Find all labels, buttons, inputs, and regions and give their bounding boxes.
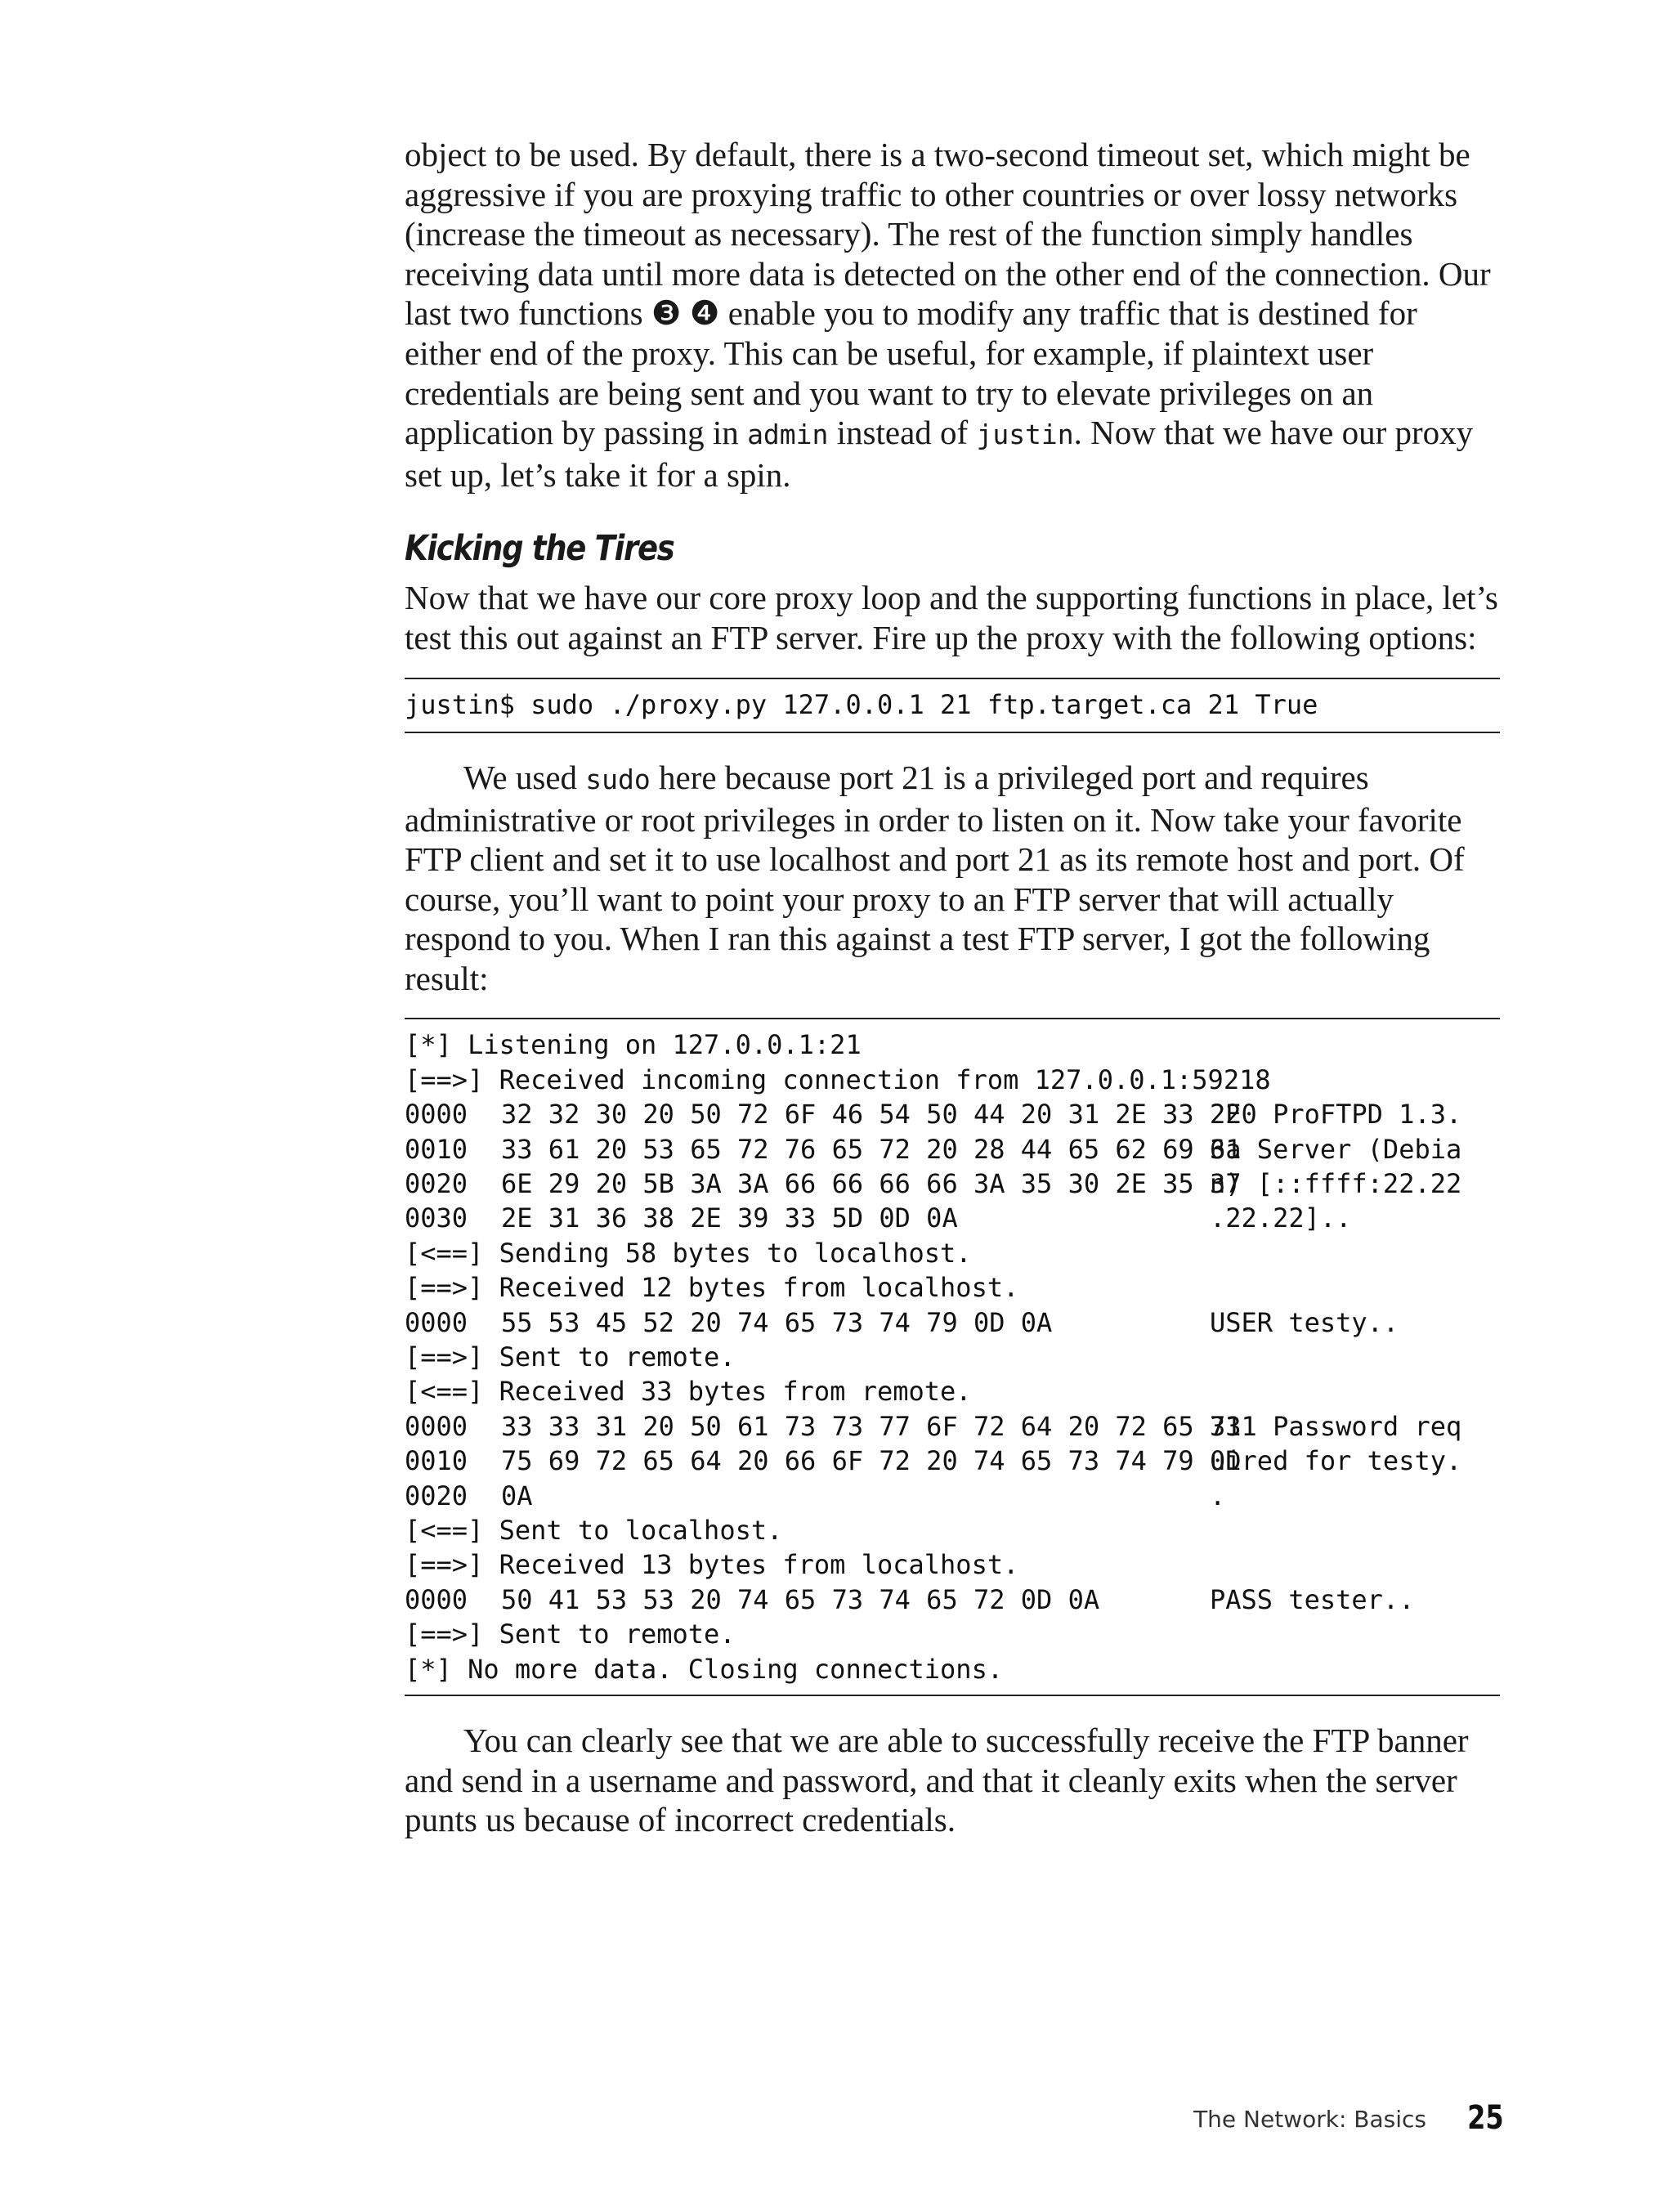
inline-code-justin: justin: [976, 419, 1074, 451]
hex-bytes: 50 41 53 53 20 74 65 73 74 65 72 0D 0A: [501, 1583, 1100, 1615]
output-line: [==>] Received 13 bytes from localhost.: [405, 1549, 1019, 1581]
command-line: justin$ sudo ./proxy.py 127.0.0.1 21 ftp.target.ca 21 True: [405, 688, 1318, 720]
hexdump-row: [405, 1583, 1500, 1617]
hex-ascii: .: [1210, 1480, 1226, 1511]
page-content: [405, 135, 1500, 1840]
hex-offset: 0010: [405, 1445, 468, 1477]
hex-bytes: 33 33 31 20 50 61 73 73 77 6F 72 64 20 72 65 71: [501, 1410, 1242, 1442]
hex-offset: 0000: [405, 1410, 468, 1442]
hex-offset: 0000: [405, 1099, 468, 1131]
paragraph-text: instead of: [828, 414, 977, 452]
hex-ascii: PASS tester..: [1210, 1583, 1415, 1615]
hexdump-row: [405, 1305, 1500, 1340]
paragraph-sudo-explanation: [405, 758, 1500, 999]
hex-ascii: 220 ProFTPD 1.3.: [1210, 1099, 1462, 1131]
callout-markers: ❸ ❹: [651, 294, 720, 333]
hexdump-row: [405, 1479, 1500, 1513]
hex-ascii: USER testy..: [1210, 1306, 1399, 1338]
hex-bytes: 32 32 30 20 50 72 6F 46 54 50 44 20 31 2E 33 2E: [501, 1099, 1242, 1131]
paragraph-text: . Now that we have our proxy set up, let’s take it for a spin.: [405, 414, 1474, 494]
hexdump-row: [405, 1166, 1500, 1201]
hex-ascii: .22.22]..: [1210, 1202, 1352, 1234]
hex-bytes: 33 61 20 53 65 72 76 65 72 20 28 44 65 62 69 61: [501, 1133, 1242, 1165]
output-line: [==>] Sent to remote.: [405, 1619, 736, 1650]
inline-code-sudo: sudo: [585, 763, 651, 795]
inline-code-admin: admin: [747, 419, 829, 451]
hex-offset: 0010: [405, 1133, 468, 1165]
hex-ascii: n) [::ffff:22.22: [1210, 1168, 1462, 1200]
hexdump-row: [405, 1201, 1500, 1235]
paragraph-text: enable you to modify any traffic that is destined for either end of the proxy. This can be useful, for example, if plaintext user credentials are being sent and you want to try to elevate privileges on an application by passing in: [405, 294, 1417, 452]
output-line: [<==] Received 33 bytes from remote.: [405, 1376, 972, 1408]
hex-offset: 0000: [405, 1306, 468, 1338]
output-line: [==>] Received 12 bytes from localhost.: [405, 1272, 1019, 1304]
running-footer-title: The Network: Basics: [1193, 2106, 1426, 2133]
page-footer: [1193, 2099, 1504, 2140]
paragraph-text: here because port 21 is a privileged port and requires administrative or root privileges in order to listen on it. Now take your favorite FTP client and set it to use localhost and port 21 as its remote host and port. Of course, you’ll want to point your proxy to an FTP server that will actually respond to you. When I ran this against a test FTP server, I got the following result:: [405, 758, 1465, 997]
output-line: [*] Listening on 127.0.0.1:21: [405, 1029, 862, 1061]
command-code-block: [405, 678, 1500, 733]
hex-offset: 0020: [405, 1168, 468, 1200]
output-line: [<==] Sent to localhost.: [405, 1514, 783, 1546]
hex-bytes: 2E 31 36 38 2E 39 33 5D 0D 0A: [501, 1202, 958, 1234]
paragraph-proxy-functions: [405, 135, 1500, 495]
hex-ascii: uired for testy.: [1210, 1445, 1462, 1477]
hexdump-row: [405, 1097, 1500, 1131]
hex-bytes: 0A: [501, 1480, 533, 1511]
output-line: [*] No more data. Closing connections.: [405, 1653, 1004, 1685]
hex-offset: 0030: [405, 1202, 468, 1234]
hex-bytes: 75 69 72 65 64 20 66 6F 72 20 74 65 73 74 79 0D: [501, 1445, 1242, 1477]
hex-ascii: 3a Server (Debia: [1210, 1133, 1462, 1165]
hex-offset: 0020: [405, 1480, 468, 1511]
hexdump-row: [405, 1444, 1500, 1478]
output-code-block: [405, 1018, 1500, 1695]
section-heading: Kicking the Tires: [405, 528, 674, 570]
hexdump-row: [405, 1409, 1500, 1444]
output-line: [==>] Received incoming connection from 127.0.0.1:59218: [405, 1063, 1271, 1095]
hex-ascii: 331 Password req: [1210, 1410, 1462, 1442]
hex-bytes: 6E 29 20 5B 3A 3A 66 66 66 66 3A 35 30 2E 35 37: [501, 1168, 1242, 1200]
paragraph-text: We used: [463, 758, 586, 796]
hex-bytes: 55 53 45 52 20 74 65 73 74 79 0D 0A: [501, 1306, 1053, 1338]
hex-offset: 0000: [405, 1583, 468, 1615]
hexdump-row: [405, 1132, 1500, 1166]
output-line: [<==] Sending 58 bytes to localhost.: [405, 1237, 972, 1269]
paragraph-text: object to be used. By default, there is a two-second timeout set, which might be aggressive if you are proxying traffic to other countries or over lossy networks (increase the timeout as necessary). The rest of the function simply handles receiving data until more data is detected on the other end of the connection. Our last two functions: [405, 136, 1491, 333]
page-number: 25: [1467, 2099, 1504, 2137]
paragraph-intro-test: Now that we have our core proxy loop and the supporting functions in place, let’s test this out against an FTP server. Fire up the proxy with the following options:: [405, 579, 1498, 656]
paragraph-conclusion: You can clearly see that we are able to successfully receive the FTP banner and send in a username and password, and that it cleanly exits when the server punts us because of incorrect credentials.: [405, 1721, 1469, 1839]
output-line: [==>] Sent to remote.: [405, 1341, 736, 1372]
